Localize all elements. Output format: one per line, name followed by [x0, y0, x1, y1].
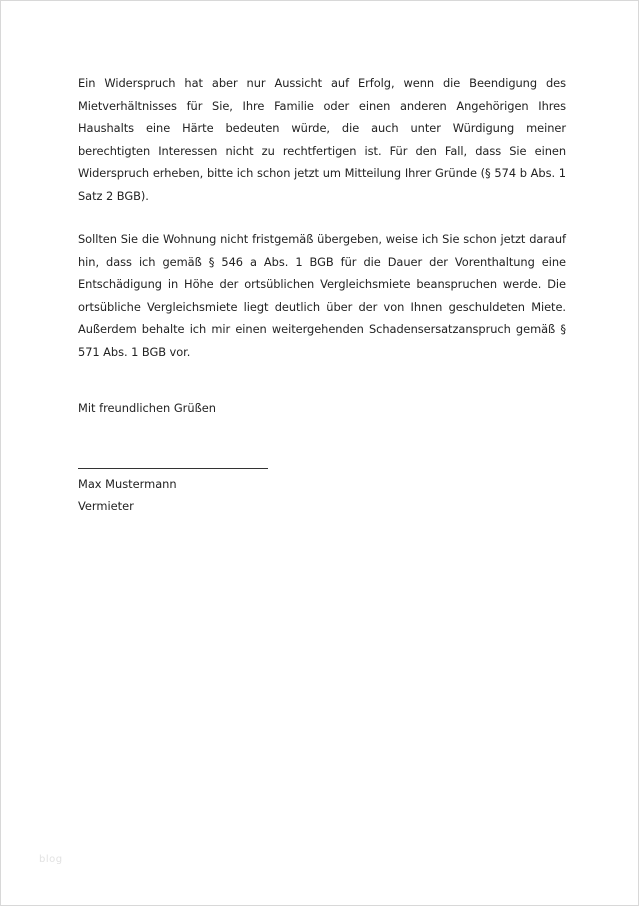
watermark: blog — [39, 854, 63, 865]
paragraph-objection: Ein Widerspruch hat aber nur Aussicht auf Erfolg, wenn die Beendigung des Mietverhältnisses für Sie, Ihre Familie oder einen anderen Angehörigen Ihres Haushalts eine Härte bedeuten würde, die auch unter Würdigung meiner berechtigten Interessen nicht zu rechtfertigen ist. Für den Fall, dass Sie einen Widerspruch erheben, bitte ich schon jetzt um Mitteilung Ihrer Gründe (§ 574 b Abs. 1 Satz 2 BGB). — [78, 76, 566, 203]
signature-line — [78, 468, 268, 469]
closing-greeting: Mit freundlichen Grüßen — [78, 401, 216, 415]
signature-role: Vermieter — [78, 499, 134, 513]
paragraph-compensation: Sollten Sie die Wohnung nicht fristgemäß übergeben, weise ich Sie schon jetzt darauf hin, dass ich gemäß § 546 a Abs. 1 BGB für die Dauer der Vorenthaltung eine Entschädigung in Höhe der ortsüblichen Vergleichsmiete beanspruchen werde. Die ortsübliche Vergleichsmiete liegt deutlich über der von Ihnen geschuldeten Miete. Außerdem behalte ich mir einen weitergehenden Schadensersatzanspruch gemäß § 571 Abs. 1 BGB vor. — [78, 232, 566, 359]
signature-name: Max Mustermann — [78, 477, 177, 491]
